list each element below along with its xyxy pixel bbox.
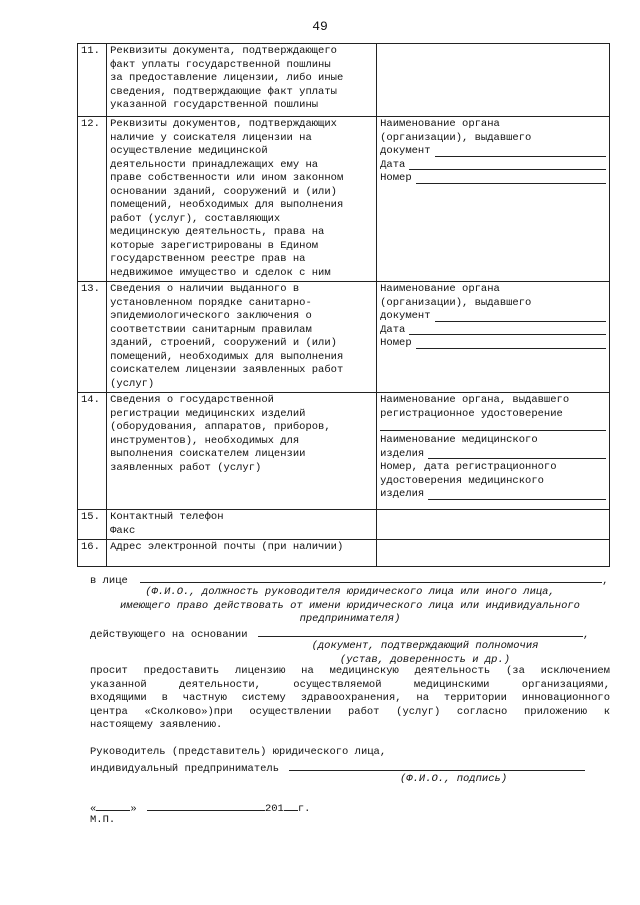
ip-label: индивидуальный предприниматель — [90, 763, 280, 775]
desc-line: праве собственности или ином законном — [110, 172, 344, 184]
day-field[interactable] — [96, 800, 130, 811]
document-field[interactable] — [435, 311, 606, 322]
device-name-label: Наименование медицинского — [380, 434, 538, 446]
row-value-cell — [377, 117, 610, 282]
fio-note — [90, 586, 610, 627]
desc-line: работ (услуг), составляющих — [110, 212, 281, 225]
row-value-cell[interactable] — [377, 44, 610, 117]
table-row — [78, 117, 610, 282]
desc-line: эпидемиологического заключения о — [110, 310, 312, 322]
device-label: изделия — [380, 488, 425, 500]
table-row — [78, 393, 610, 510]
issuer-label: Наименование органа, выдавшего — [380, 394, 570, 406]
desc-line: зданий, строений, сооружений и (или) — [110, 337, 337, 349]
issuer-field[interactable] — [380, 421, 606, 431]
date-field[interactable] — [409, 159, 606, 170]
row-value-cell — [377, 282, 610, 393]
signature-field[interactable] — [289, 760, 585, 771]
note-line: имеющего право действовать от имени юридического лица или индивидуального — [120, 599, 580, 612]
basis-field[interactable] — [258, 626, 583, 637]
row-number: 13. — [78, 282, 107, 393]
desc-line: которые зарегистрированы в Едином — [110, 239, 319, 252]
number-label: Номер — [380, 172, 412, 184]
doc-note — [275, 640, 575, 667]
row-value-cell[interactable] — [377, 510, 610, 540]
note-line: (устав, доверенность и др.) — [339, 653, 511, 666]
row-description — [107, 117, 377, 282]
org-label: (организации), выдавшего — [380, 131, 532, 144]
document-label: документ — [380, 145, 431, 157]
org-label: Наименование органа — [380, 283, 500, 295]
row-description — [107, 282, 377, 393]
desc-line: факт уплаты государственной пошлины — [110, 58, 331, 71]
desc-line: государственном реестре прав на — [110, 253, 306, 265]
request-line: центра «Сколково»)при осуществлении работ (услуг) согласно приложению к — [90, 705, 610, 718]
desc-line: за предоставление лицензии, либо иные — [110, 72, 344, 84]
date-quote-close: » — [130, 803, 137, 815]
number-field[interactable] — [416, 173, 606, 184]
request-line: указанной деятельности, осуществляемой медицинскими организациями, — [90, 678, 610, 691]
desc-line: указанной государственной пошлины — [110, 99, 319, 111]
representative-field[interactable] — [140, 572, 602, 583]
document-label: документ — [380, 310, 431, 322]
row-description — [107, 44, 377, 117]
desc-line: заявленных работ (услуг) — [110, 461, 262, 474]
desc-line: установленном порядке санитарно- — [110, 296, 312, 309]
date-label: Дата — [380, 323, 406, 336]
desc-line: Контактный телефон — [110, 511, 224, 523]
desc-line: регистрации медицинских изделий — [110, 407, 306, 420]
v-litse-line: в лице , — [90, 572, 610, 589]
row-number: 16. — [78, 540, 107, 567]
reg-number-field[interactable] — [428, 489, 606, 500]
table-row — [78, 510, 610, 540]
table-row — [78, 44, 610, 117]
desc-line: соответствии санитарным правилам — [110, 323, 312, 336]
acting-line: действующего на основании , — [90, 626, 610, 643]
note-line: (Ф.И.О., должность руководителя юридического лица или иного лица, — [145, 586, 555, 598]
request-line: настоящему заявлению. — [90, 719, 223, 731]
desc-line: Реквизиты документа, подтверждающего — [110, 45, 337, 57]
desc-line: недвижимое имущество и сделок с ним — [110, 266, 331, 279]
table-row — [78, 282, 610, 393]
head-label: Руководитель (представитель) юридического лица, — [90, 746, 387, 758]
row-number: 15. — [78, 510, 107, 540]
document-field[interactable] — [435, 146, 606, 157]
row-description — [107, 510, 377, 540]
org-label: (организации), выдавшего — [380, 296, 532, 309]
desc-line: Сведения о наличии выданного в — [110, 283, 300, 295]
desc-line: (оборудования, аппаратов, приборов, — [110, 421, 331, 433]
desc-line: Реквизиты документов, подтверждающих — [110, 118, 337, 130]
request-line: входящими в частную систему здравоохранения, на территории инновационного — [90, 692, 610, 704]
row-number: 11. — [78, 44, 107, 117]
note-line: предпринимателя) — [299, 613, 401, 625]
date-quote-open: « — [90, 803, 97, 815]
year-suffix: г. — [297, 803, 311, 815]
date-label: Дата — [380, 158, 406, 171]
org-label: Наименование органа — [380, 118, 500, 130]
desc-line: основании зданий, сооружений и (или) — [110, 185, 337, 198]
sign-note: (Ф.И.О., подпись) — [400, 773, 508, 785]
desc-line: выполнения соискателем лицензии — [110, 448, 306, 460]
issuer-label: регистрационное удостоверение — [380, 407, 563, 420]
request-line: просит предоставить лицензию на медицинскую деятельность (за исключением — [90, 665, 610, 677]
note-line: (документ, подтверждающий полномочия — [311, 640, 539, 652]
desc-line: медицинскую деятельность, права на — [110, 226, 325, 238]
table-row — [78, 540, 610, 567]
page-number: 49 — [312, 19, 328, 34]
desc-line: наличие у соискателя лицензии на — [110, 131, 312, 144]
row-number: 12. — [78, 117, 107, 282]
row-description — [107, 540, 377, 567]
license-table — [77, 43, 610, 567]
reg-number-label: удостоверения медицинского — [380, 474, 544, 487]
row-value-cell[interactable] — [377, 540, 610, 567]
row-description — [107, 393, 377, 510]
month-field[interactable] — [147, 800, 265, 811]
acting-label: действующего на основании — [90, 629, 248, 641]
desc-line: Сведения о государственной — [110, 394, 274, 406]
year-field[interactable] — [284, 800, 298, 811]
device-name-field[interactable] — [428, 448, 606, 459]
desc-line: инструментов), необходимых для — [110, 434, 300, 447]
number-field[interactable] — [416, 338, 606, 349]
request-paragraph — [90, 665, 610, 733]
desc-line: (услуг) — [110, 377, 155, 390]
date-field[interactable] — [409, 324, 606, 335]
row-number: 14. — [78, 393, 107, 510]
number-label: Номер — [380, 337, 412, 349]
v-litse-label: в лице — [90, 575, 128, 587]
desc-line: помещений, необходимых для выполнения — [110, 199, 344, 211]
desc-line: помещений, необходимых для выполнения — [110, 350, 344, 363]
reg-number-label: Номер, дата регистрационного — [380, 461, 557, 473]
desc-line: деятельности принадлежащих ему на — [110, 158, 319, 171]
device-label: изделия — [380, 447, 425, 460]
desc-line: Факс — [110, 524, 136, 537]
row-value-cell — [377, 393, 610, 510]
desc-line: сведения, подтверждающие факт уплаты — [110, 85, 337, 98]
desc-line: соискателем лицензии заявленных работ — [110, 364, 344, 376]
stamp-place-label: М.П. — [90, 814, 116, 826]
desc-line: осуществление медицинской — [110, 145, 268, 157]
year-label: 201 — [264, 803, 284, 815]
desc-line: Адрес электронной почты (при наличии) — [110, 541, 344, 553]
